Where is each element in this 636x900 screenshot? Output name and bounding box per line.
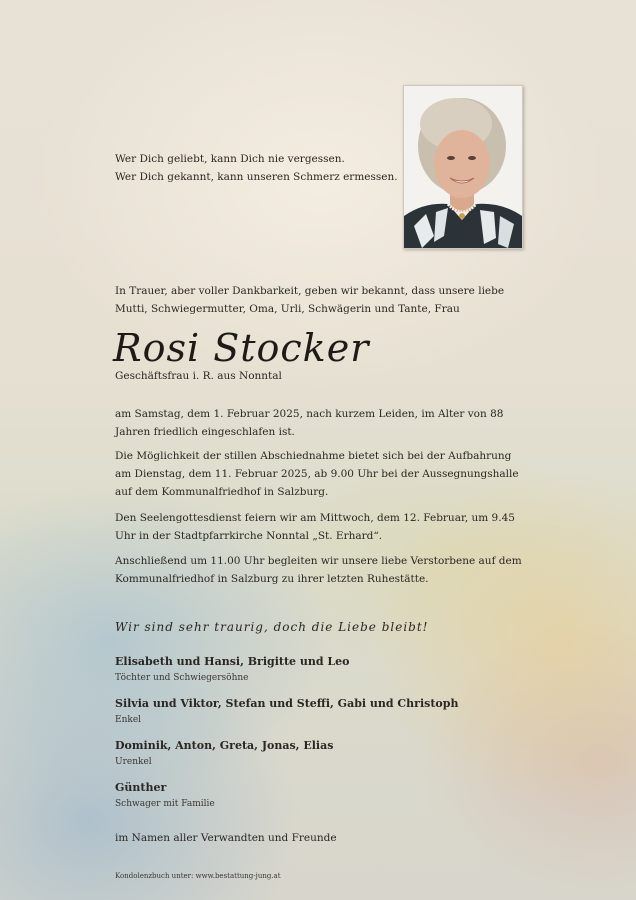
mourner-names: Günther [115, 781, 167, 794]
announcement-text: In Trauer, aber voller Dankbarkeit, geben wir bekannt, dass unsere liebe Mutti, Schwiegermutter, Oma, Urli, Schwägerin und Tante, Frau [115, 285, 505, 315]
death-paragraph: am Samstag, dem 1. Februar 2025, nach kurzem Leiden, im Alter von 88 Jahren friedlich eingeschlafen ist. [115, 408, 504, 438]
mourner-relation: Schwager mit Familie [115, 799, 215, 809]
mourner-group [115, 696, 535, 728]
quote-line-1: Wer Dich geliebt, kann Dich nie vergessen. [115, 153, 345, 165]
farewell-paragraph: Die Möglichkeit der stillen Abschiednahme bietet sich bei der Aufbahrung am Dienstag, dem 11. Februar 2025, ab 9.00 Uhr bei der Aussegnungshalle auf dem Kommunalfriedhof in Salzburg. [115, 450, 519, 498]
mourner-names: Dominik, Anton, Greta, Jonas, Elias [115, 739, 334, 752]
deceased-name: Rosi Stocker [113, 326, 370, 370]
deceased-title: Geschäftsfrau i. R. aus Nonntal [115, 370, 282, 382]
mourner-names: Silvia und Viktor, Stefan und Steffi, Gabi und Christoph [115, 697, 459, 710]
mourner-relation: Enkel [115, 715, 142, 725]
mourner-group [115, 780, 535, 812]
mourner-relation: Urenkel [115, 757, 152, 767]
burial-paragraph: Anschließend um 11.00 Uhr begleiten wir unsere liebe Verstorbene auf dem Kommunalfriedhof in Salzburg zu ihrer letzten Ruhestätte. [115, 555, 522, 585]
mourner-group [115, 738, 535, 770]
portrait-photo [403, 85, 523, 249]
motto: Wir sind sehr traurig, doch die Liebe bleibt! [115, 620, 429, 634]
mourner-group [115, 654, 535, 686]
mourner-relation: Töchter und Schwiegersöhne [115, 673, 249, 683]
mass-paragraph: Den Seelengottesdienst feiern wir am Mittwoch, dem 12. Februar, um 9.45 Uhr in der Stadtpfarrkirche Nonntal „St. Erhard“. [115, 512, 515, 542]
closing-line: im Namen aller Verwandten und Freunde [115, 832, 337, 844]
mourner-names: Elisabeth und Hansi, Brigitte und Leo [115, 655, 350, 668]
quote-line-2: Wer Dich gekannt, kann unseren Schmerz ermessen. [115, 171, 398, 183]
portrait-image [404, 86, 522, 248]
memorial-quote [115, 150, 398, 186]
condolence-book-link[interactable]: Kondolenzbuch unter: www.bestattung-jung.at [115, 872, 281, 880]
